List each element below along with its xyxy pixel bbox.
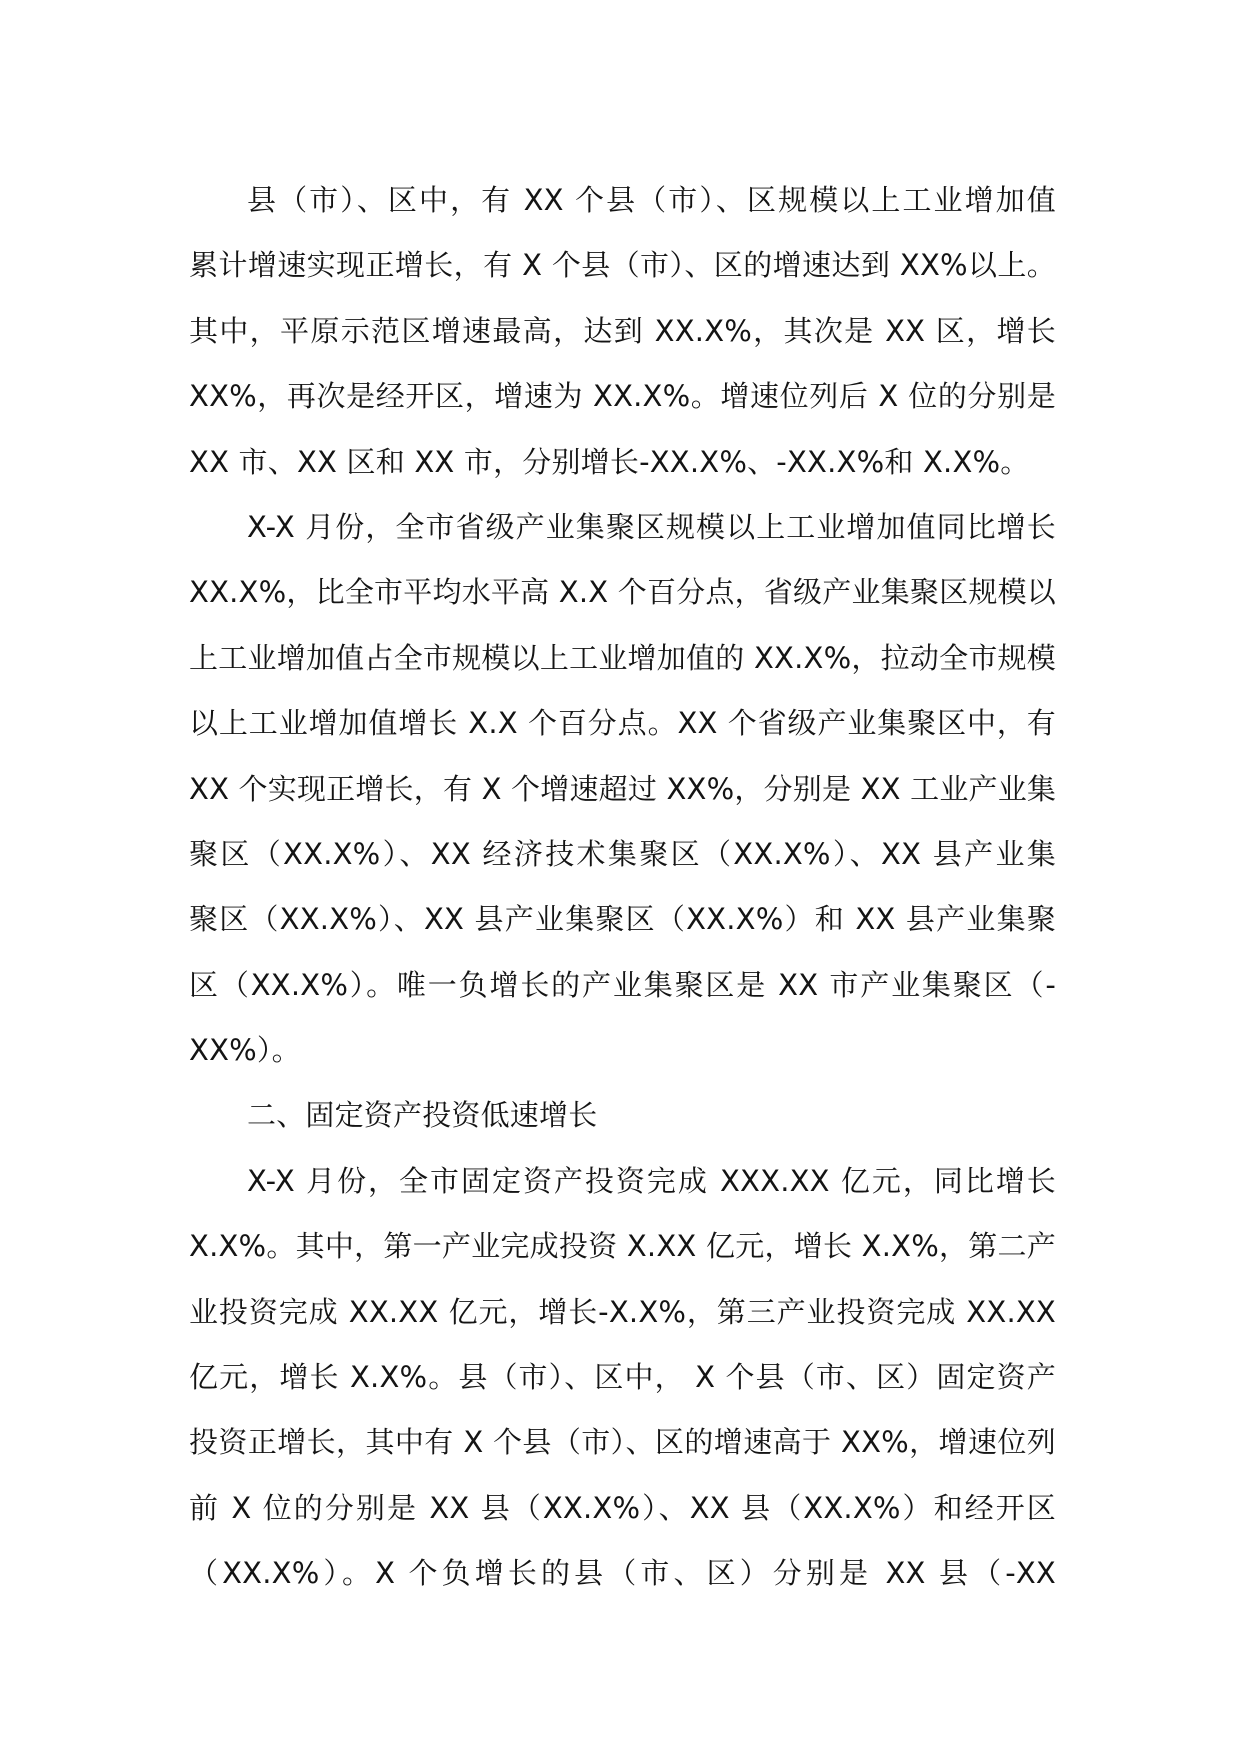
document-page: [189, 168, 1056, 1607]
text-line: XX%）。: [189, 1033, 301, 1068]
section-heading: 二、固定资产投资低速增长: [247, 1098, 598, 1133]
text-line: XX.X%，比全市平均水平高 X.X 个百分点，省级产业集聚区规模以: [189, 575, 1056, 610]
text-line: 区（XX.X%）。唯一负增长的产业集聚区是 XX 市产业集聚区（-: [189, 967, 1056, 1002]
text-line: XX 市、XX 区和 XX 市，分别增长-XX.X%、-XX.X%和 X.X%。: [189, 444, 1030, 479]
text-line: 县（市）、区中，有 XX 个县（市）、区规模以上工业增加值: [247, 183, 1056, 217]
text-line: 其中，平原示范区增速最高，达到 XX.X%，其次是 XX 区，增长: [189, 313, 1056, 348]
text-line: 前 X 位的分别是 XX 县（XX.X%）、XX 县（XX.X%）和经开区: [189, 1490, 1056, 1525]
text-line: 聚区（XX.X%）、XX 经济技术集聚区（XX.X%）、XX 县产业集: [189, 836, 1056, 871]
text-line: 业投资完成 XX.XX 亿元，增长-X.X%，第三产业投资完成 XX.XX: [189, 1294, 1056, 1329]
text-line: X-X 月份，全市省级产业集聚区规模以上工业增加值同比增长: [247, 509, 1056, 544]
text-line: 投资正增长，其中有 X 个县（市）、区的增速高于 XX%，增速位列: [189, 1425, 1056, 1460]
text-line: XX%，再次是经开区，增速为 XX.X%。增速位列后 X 位的分别是: [189, 379, 1056, 414]
text-line: 上工业增加值占全市规模以上工业增加值的 XX.X%，拉动全市规模: [189, 640, 1056, 675]
text-line: X.X%。其中，第一产业完成投资 X.XX 亿元，增长 X.X%，第二产: [189, 1229, 1056, 1264]
text-line: 亿元，增长 X.X%。县（市）、区中， X 个县（市、区）固定资产: [189, 1360, 1056, 1395]
text-line: X-X 月份，全市固定资产投资完成 XXX.XX 亿元，同比增长: [247, 1163, 1056, 1198]
text-line: 累计增速实现正增长，有 X 个县（市）、区的增速达到 XX%以上。: [189, 248, 1056, 283]
text-line: （XX.X%）。X 个负增长的县（市、区）分别是 XX 县（-XX: [189, 1556, 1056, 1591]
text-line: 聚区（XX.X%）、XX 县产业集聚区（XX.X%）和 XX 县产业集聚: [189, 902, 1056, 937]
text-line: XX 个实现正增长，有 X 个增速超过 XX%，分别是 XX 工业产业集: [189, 771, 1057, 806]
text-line: 以上工业增加值增长 X.X 个百分点。XX 个省级产业集聚区中，有: [189, 706, 1056, 741]
